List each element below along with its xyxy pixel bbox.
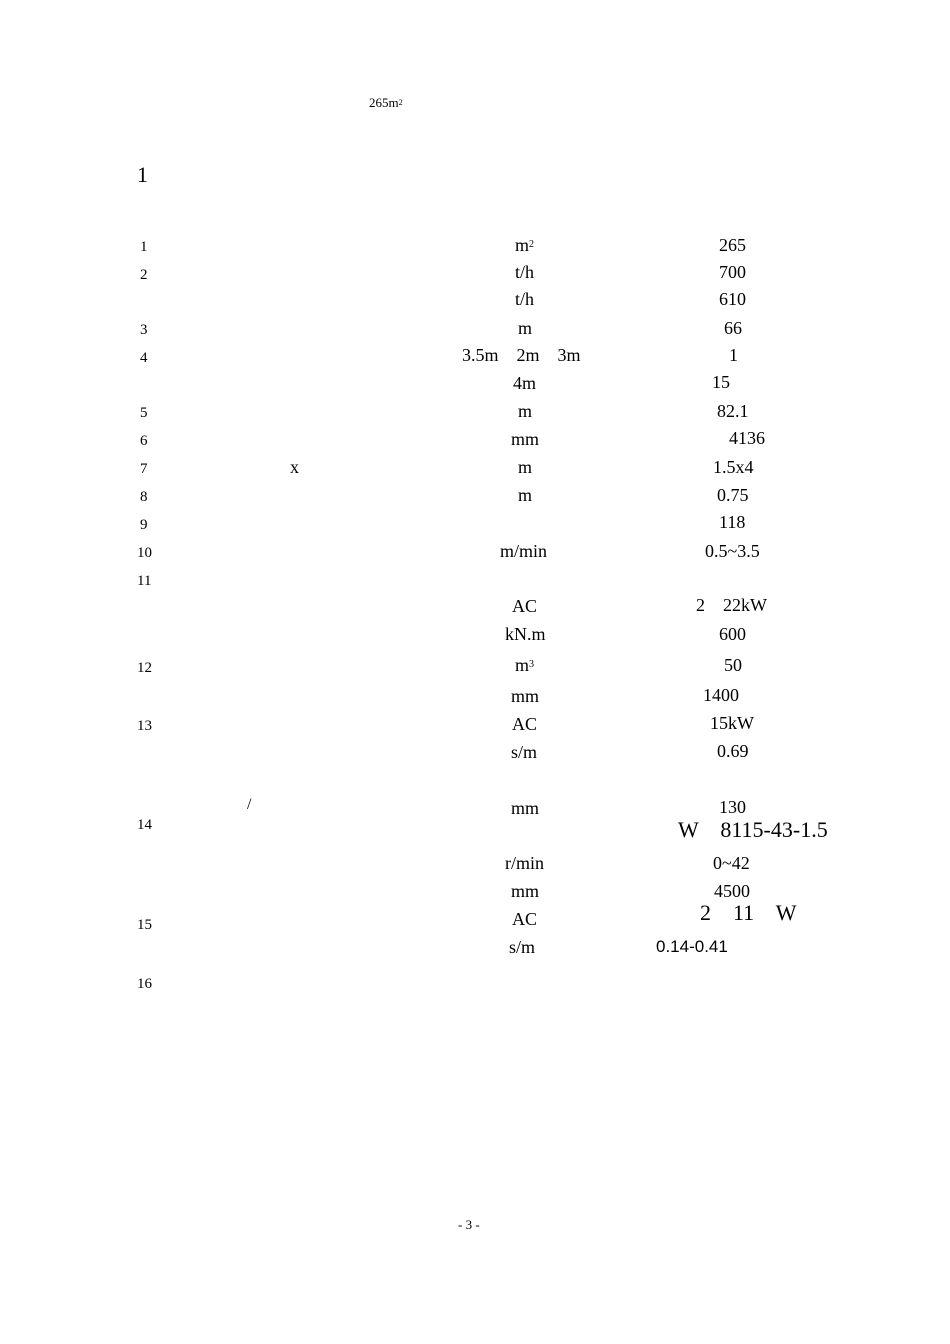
row-value: 15kW [710, 713, 754, 733]
row-unit: AC [512, 909, 538, 929]
row-value: 82.1 [717, 401, 749, 421]
row-value: 15 [712, 372, 730, 392]
row-value: 700 [719, 262, 746, 282]
row-index: 13 [137, 718, 152, 734]
row-unit: m/min [500, 541, 548, 561]
row-mid-text: x [290, 457, 299, 477]
row-value: 118 [719, 512, 746, 532]
row-unit: 4m [513, 373, 537, 393]
row-unit: s/m [509, 937, 536, 957]
row-unit: r/min [505, 853, 544, 873]
row-unit: kN.m [505, 624, 546, 644]
row-unit: m [518, 318, 533, 338]
row-value: W 8115-43-1.5 [678, 817, 828, 842]
row-unit-exp: 2 [529, 239, 535, 250]
row-index: 12 [137, 660, 152, 676]
header-area-exp: 2 [398, 98, 403, 107]
row-unit: mm [511, 686, 540, 706]
row-value: 1 [729, 345, 738, 365]
header-area [369, 96, 403, 109]
row-unit-base: m [515, 235, 530, 255]
row-index: 9 [140, 517, 148, 533]
row-index: 1 [140, 239, 148, 255]
row-value: 2 22kW [696, 595, 767, 615]
row-value: 0.75 [717, 485, 749, 505]
row-value: 0.69 [717, 741, 749, 761]
header-area-value: 265 [369, 95, 389, 110]
row-unit: m [518, 485, 533, 505]
row-index: 15 [137, 917, 152, 933]
row-unit-base: m [515, 655, 530, 675]
row-unit: 3.5m 2m 3m [462, 345, 581, 365]
row-unit: AC [512, 714, 538, 734]
row-unit: mm [511, 429, 540, 449]
row-index: 3 [140, 322, 148, 338]
row-value: 0.14-0.41 [656, 937, 728, 956]
row-value: 265 [719, 235, 746, 255]
row-value: 610 [719, 289, 746, 309]
row-value: 1400 [703, 685, 739, 705]
row-value: 4500 [714, 881, 750, 901]
row-index: 16 [137, 976, 152, 992]
row-value: 66 [724, 318, 742, 338]
row-index: 6 [140, 433, 148, 449]
row-index: 7 [140, 461, 148, 477]
row-value: 50 [724, 655, 742, 675]
row-index: 10 [137, 545, 152, 561]
row-unit: mm [511, 798, 540, 818]
row-unit: mm [511, 881, 540, 901]
row-unit [515, 656, 534, 674]
row-unit: s/m [511, 742, 538, 762]
row-unit-exp: 3 [529, 659, 535, 670]
header-area-unit: m [388, 95, 399, 110]
row-unit: AC [512, 596, 538, 616]
row-value: 0.5~3.5 [705, 541, 760, 561]
page-number: - 3 - [458, 1217, 480, 1232]
row-unit [515, 236, 534, 254]
row-index: 14 [137, 817, 152, 833]
row-index: 11 [137, 573, 152, 589]
row-value: 130 [719, 797, 746, 817]
row-index: 5 [140, 405, 148, 421]
row-unit: t/h [515, 289, 535, 309]
row-unit: t/h [515, 262, 535, 282]
row-unit: m [518, 457, 533, 477]
row-value: 0~42 [713, 853, 750, 873]
row-value: 1.5x4 [713, 457, 754, 477]
section-number: 1 [137, 162, 148, 187]
row-unit: m [518, 401, 533, 421]
row-index: 4 [140, 350, 148, 366]
row-index: 2 [140, 267, 148, 283]
row-value: 4136 [729, 428, 765, 448]
row-value: 2 11 W [700, 900, 797, 925]
row-index: 8 [140, 489, 148, 505]
row-mid-text: / [247, 796, 252, 813]
row-value: 600 [719, 624, 746, 644]
